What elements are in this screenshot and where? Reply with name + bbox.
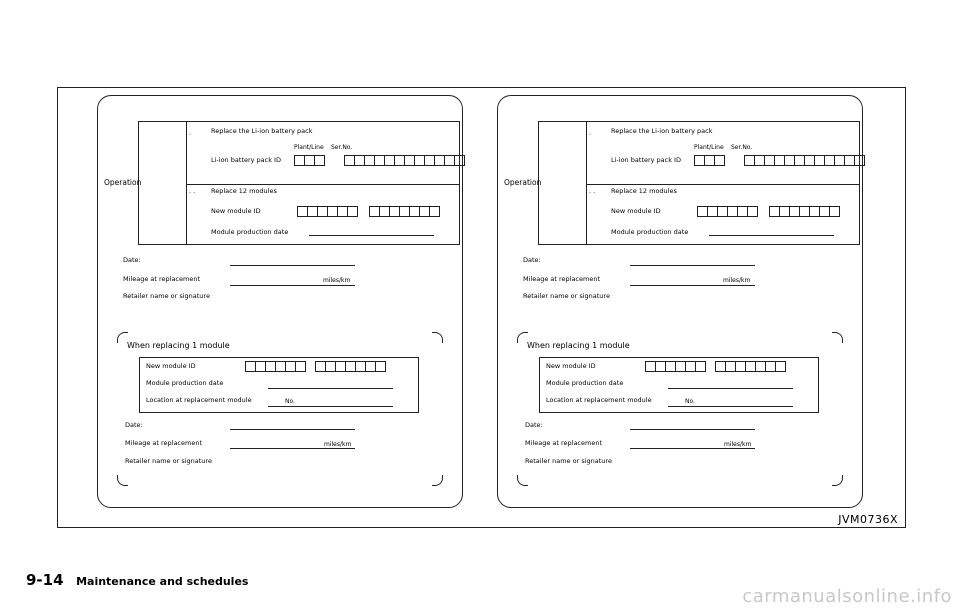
- plant-line-boxes: [294, 155, 324, 166]
- operation-label: Operation: [104, 178, 142, 187]
- service-record-card-left: [97, 95, 463, 508]
- plant-line-label: Plant/Line: [294, 144, 324, 151]
- service-record-card-right: [497, 95, 863, 508]
- sub-module-id-boxes-a: [245, 361, 305, 372]
- sub-date-label: Date:: [125, 421, 143, 429]
- single-module-section: [517, 332, 843, 484]
- plant-line-label: Plant/Line: [694, 144, 724, 151]
- sub-no-label: No.: [285, 398, 295, 405]
- date-label: Date:: [123, 256, 141, 264]
- ser-no-label: Ser.No.: [731, 144, 753, 151]
- sub-module-production-date-label: Module production date: [546, 379, 624, 387]
- sub-mileage-line: [630, 448, 755, 449]
- sub-no-label: No.: [685, 398, 695, 405]
- retailer-label: Retailer name or signature: [123, 292, 210, 300]
- sub-module-id-boxes-a: [645, 361, 705, 372]
- sub-retailer-label: Retailer name or signature: [125, 457, 212, 465]
- module-production-date-label: Module production date: [611, 228, 689, 236]
- sub-location-line: [668, 406, 793, 407]
- production-date-line: [709, 235, 834, 236]
- sub-production-date-line: [668, 388, 793, 389]
- row1-marker: .: [589, 129, 592, 137]
- replace-modules-label: Replace 12 modules: [611, 187, 677, 195]
- date-label: Date:: [523, 256, 541, 264]
- sub-mileage-unit: miles/km: [324, 441, 352, 448]
- serial-number-boxes: [344, 155, 464, 166]
- serial-number-boxes: [744, 155, 864, 166]
- sub-mileage-unit: miles/km: [724, 441, 752, 448]
- row2-marker: . .: [189, 187, 196, 195]
- sub-new-module-id-label: New module ID: [546, 362, 596, 370]
- replace-pack-label: Replace the Li-ion battery pack: [211, 127, 313, 135]
- mileage-label: Mileage at replacement: [523, 275, 601, 283]
- sub-location-label: Location at replacement module: [546, 396, 652, 404]
- operation-table: [504, 121, 860, 245]
- sub-mileage-line: [230, 448, 355, 449]
- operation-label: Operation: [504, 178, 542, 187]
- replace-modules-label: Replace 12 modules: [211, 187, 277, 195]
- date-line: [230, 265, 355, 266]
- sub-location-label: Location at replacement module: [146, 396, 252, 404]
- single-module-table: [539, 357, 819, 413]
- plant-line-boxes: [694, 155, 724, 166]
- mileage-line: [630, 285, 755, 286]
- sub-date-line: [630, 429, 755, 430]
- production-date-line: [309, 235, 434, 236]
- pack-id-label: Li-ion battery pack ID: [211, 156, 281, 164]
- retailer-label: Retailer name or signature: [523, 292, 610, 300]
- mileage-label: Mileage at replacement: [123, 275, 201, 283]
- sub-module-production-date-label: Module production date: [146, 379, 224, 387]
- sub-date-label: Date:: [525, 421, 543, 429]
- sub-retailer-label: Retailer name or signature: [525, 457, 612, 465]
- ser-no-label: Ser.No.: [331, 144, 353, 151]
- single-module-table: [139, 357, 419, 413]
- date-line: [630, 265, 755, 266]
- module-id-boxes-a: [297, 206, 357, 217]
- sub-new-module-id-label: New module ID: [146, 362, 196, 370]
- sub-location-line: [268, 406, 393, 407]
- page-number: 9-14: [26, 571, 64, 589]
- single-module-title: When replacing 1 module: [527, 341, 630, 350]
- operation-table: [104, 121, 460, 245]
- figure-code: JVM0736X: [838, 513, 898, 526]
- sub-date-line: [230, 429, 355, 430]
- sub-mileage-label: Mileage at replacement: [525, 439, 603, 447]
- module-id-boxes-a: [697, 206, 757, 217]
- page-footer: [26, 571, 248, 589]
- new-module-id-label: New module ID: [211, 207, 261, 215]
- sub-production-date-line: [268, 388, 393, 389]
- module-id-boxes-b: [769, 206, 839, 217]
- watermark: carmanualsonline.info: [742, 586, 952, 607]
- module-production-date-label: Module production date: [211, 228, 289, 236]
- pack-id-label: Li-ion battery pack ID: [611, 156, 681, 164]
- row1-marker: .: [189, 129, 192, 137]
- replace-pack-label: Replace the Li-ion battery pack: [611, 127, 713, 135]
- mileage-unit: miles/km: [323, 277, 351, 284]
- row2-marker: . .: [589, 187, 596, 195]
- module-id-boxes-b: [369, 206, 439, 217]
- section-title: Maintenance and schedules: [76, 575, 249, 588]
- sub-module-id-boxes-b: [315, 361, 385, 372]
- sub-module-id-boxes-b: [715, 361, 785, 372]
- mileage-line: [230, 285, 355, 286]
- single-module-section: [117, 332, 443, 484]
- sub-mileage-label: Mileage at replacement: [125, 439, 203, 447]
- single-module-title: When replacing 1 module: [127, 341, 230, 350]
- mileage-unit: miles/km: [723, 277, 751, 284]
- new-module-id-label: New module ID: [611, 207, 661, 215]
